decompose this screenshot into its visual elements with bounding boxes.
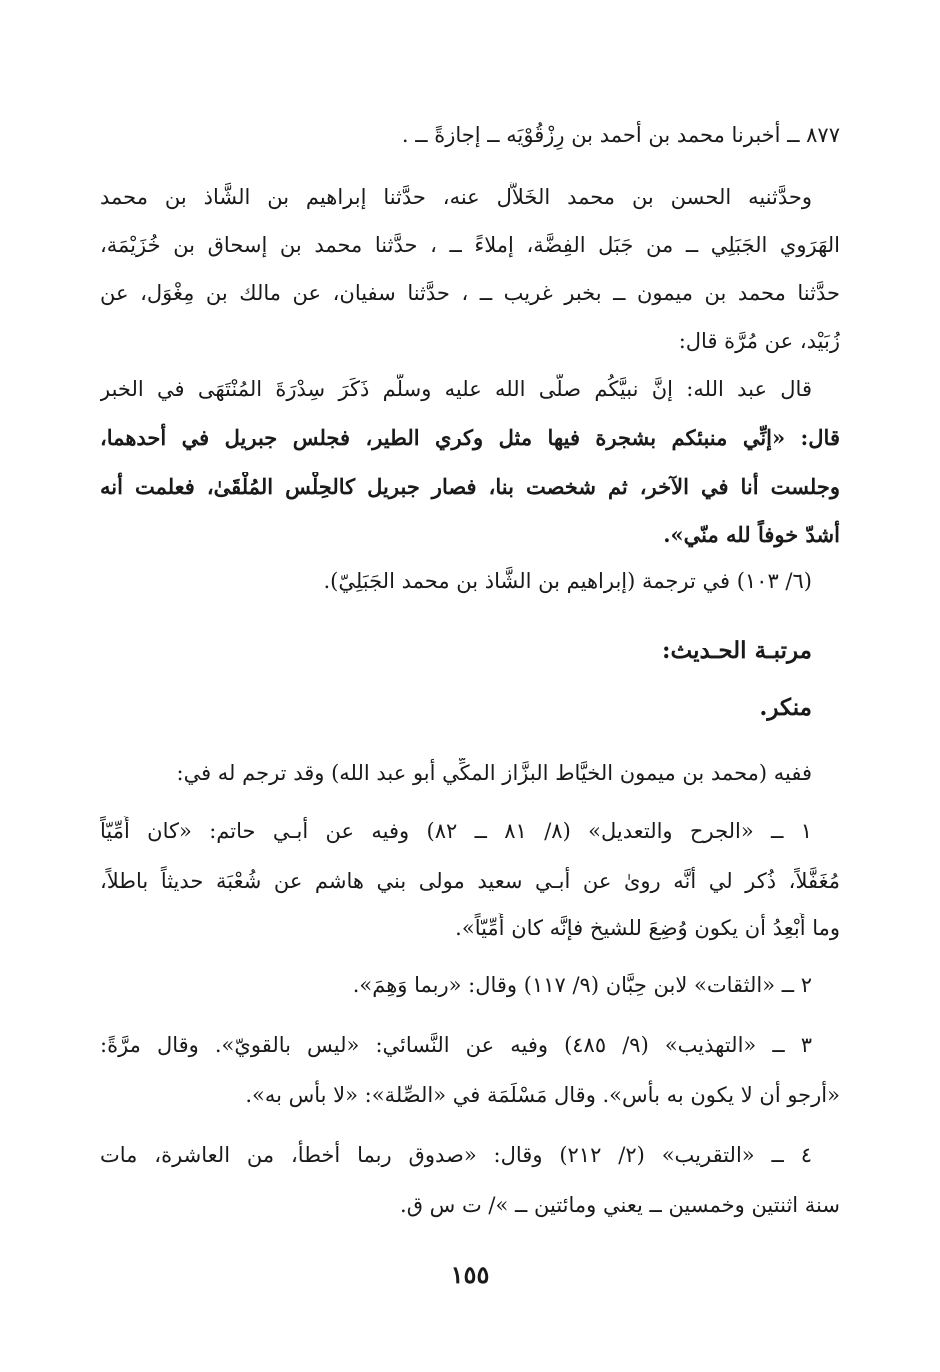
item-2-line: ٢ ــ «الثقات» لابن حِبَّان (٩/ ١١٧) وقال: «ربما وَهِمَ».	[352, 973, 812, 997]
item-3-line-1: ٣ ــ «التهذيب» (٩/ ٤٨٥) وفيه عن النَّسائي: «ليس بالقويّ». وقال مرَّةً:	[100, 1033, 812, 1057]
isnad-line-1: وحدَّثنيه الحسن بن محمد الخَلاَّل عنه، حدَّثنا إبراهيم بن الشَّاذ بن محمد	[100, 185, 812, 209]
commentary-intro: ففيه (محمد بن ميمون الخيَّاط البزَّاز المكِّي أبو عبد الله) وقد ترجم له في:	[176, 761, 812, 785]
item-4-line-1: ٤ ــ «التقريب» (٢/ ٢١٢) وقال: «صدوق ربما أخطأ، من العاشرة، مات	[100, 1143, 812, 1167]
page-number: ١٥٥	[450, 1260, 490, 1289]
item-1-line-3: وما أُبْعِدُ أن يكون وُضِعَ للشيخ فإنَّه كان أُمِّيّاً».	[455, 916, 840, 940]
matn-line-2: قال: «إنِّي منبئكم بشجرة فيها مثل وكري الطير، فجلس جبريل في أحدهما،	[100, 425, 840, 450]
matn-line-1: قال عبد الله: إنَّ نبيَّكُم صلَّى الله عليه وسلَّم ذَكَرَ سِدْرَةَ المُنْتَهَى في الخبر	[100, 377, 812, 401]
hadith-number-line: ٨٧٧ ــ أخبرنا محمد بن أحمد بن رِزْقُوْيَه ــ إجازةً ــ .	[401, 123, 840, 147]
matn-line-3: وجلست أنا في الآخر، ثم شخصت بنا، فصار جبريل كالحِلْس المُلْقَىٰ، فعلمت أنه	[100, 474, 840, 499]
item-1-line-1: ١ ــ «الجرح والتعديل» (٨/ ٨١ ــ ٨٢) وفيه عن أبـي حاتم: «كان أُمِّيّاً	[100, 819, 812, 843]
matn-line-4: أشدّ خوفاً لله منّي».	[663, 522, 840, 547]
source-reference: (٦/ ١٠٣) في ترجمة (إبراهيم بن الشَّاذ بن محمد الجَبَلِيّ).	[323, 569, 812, 593]
grading-verdict: منكر.	[759, 694, 812, 721]
isnad-line-3: حدَّثنا محمد بن ميمون ــ بخبر غريب ــ ، حدَّثنا سفيان، عن مالك بن مِغْوَل، عن	[100, 281, 840, 305]
item-4-line-2: سنة اثنتين وخمسين ــ يعني ومائتين ــ »/ ت س ق.	[400, 1193, 840, 1217]
isnad-line-4: زُبَيْد، عن مُرَّة قال:	[678, 329, 840, 353]
item-1-line-2: مُغَفَّلاً، ذُكر لي أنَّه روىٰ عن أبـي سعيد مولى بني هاشم عن شُعْبَة حديثاً باطلاً،	[100, 869, 840, 893]
item-3-line-2: «أرجو أن لا يكون به بأس». وقال مَسْلَمَة في «الصِّلة»: «لا بأس به».	[245, 1083, 840, 1107]
isnad-line-2: الهَرَوي الجَبَلِي ــ من جَبَل الفِضَّة، إملاءً ــ ، حدَّثنا محمد بن إسحاق بن خُزَيْمَة،	[100, 233, 840, 257]
grading-heading: مرتبـة الحـديث:	[662, 637, 812, 664]
